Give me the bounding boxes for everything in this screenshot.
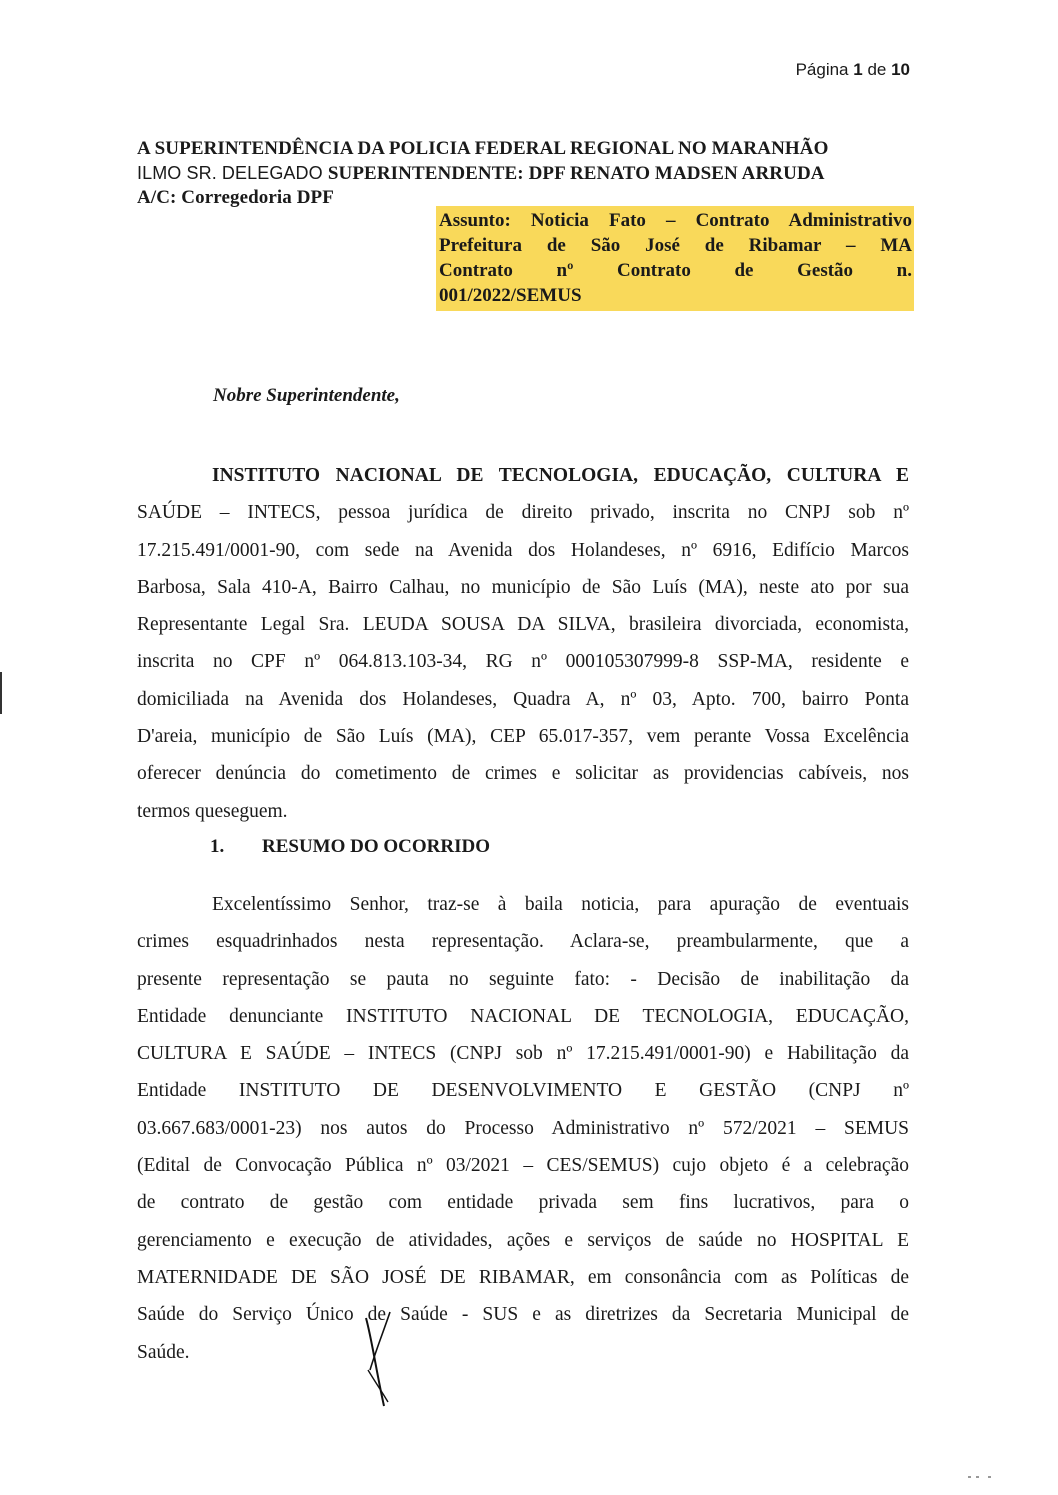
delegate-line: [137, 163, 825, 185]
paragraph-line: termos queseguem.: [137, 800, 288, 822]
scan-dots: [968, 1472, 998, 1482]
subject-line: Assunto: Noticia Fato – Contrato Administrativo: [439, 210, 912, 231]
paragraph-line: gerenciamento e execução de atividades, ações e serviços de saúde no HOSPITAL E: [137, 1229, 909, 1251]
paragraph-line: Barbosa, Sala 410-A, Bairro Calhau, no município de São Luís (MA), neste ato por sua: [137, 576, 909, 598]
paragraph-line: 03.667.683/0001-23) nos autos do Processo Administrativo nº 572/2021 – SEMUS: [137, 1117, 909, 1139]
scan-edge-mark: [0, 672, 2, 714]
paragraph-line: CULTURA E SAÚDE – INTECS (CNPJ sob nº 17.215.491/0001-90) e Habilitação da: [137, 1043, 909, 1065]
paragraph-line: domiciliada na Avenida dos Holandeses, Quadra A, nº 03, Apto. 700, bairro Ponta: [137, 688, 909, 710]
subject-line: Prefeitura de São José de Ribamar – MA: [439, 235, 912, 256]
paragraph-line: oferecer denúncia do cometimento de crimes e solicitar as providencias cabíveis, nos: [137, 763, 909, 785]
section-number: 1.: [210, 836, 225, 857]
page-number: [796, 60, 910, 80]
summary-paragraph: [137, 886, 909, 1371]
paragraph-line: Entidade denunciante INSTITUTO NACIONAL DE TECNOLOGIA, EDUCAÇÃO,: [137, 1005, 909, 1027]
addressee-line: [137, 138, 828, 160]
paragraph-line: 17.215.491/0001-90, com sede na Avenida dos Holandeses, nº 6916, Edifício Marcos: [137, 539, 909, 561]
page-number-current: 1: [853, 60, 863, 79]
paragraph-line: presente representação se pauta no seguinte fato: - Decisão de inabilitação da: [137, 968, 909, 990]
initials-signature: [362, 1310, 402, 1410]
addressee-text: A SUPERINTENDÊNCIA DA POLICIA FEDERAL REGIONAL NO MARANHÃO: [137, 138, 829, 159]
page-number-total: 10: [891, 60, 910, 79]
subject-line: 001/2022/SEMUS: [439, 285, 582, 306]
paragraph-line: crimes esquadrinhados nesta representação. Aclara-se, preambularmente, que a: [137, 931, 909, 953]
salutation: Nobre Superintendente,: [213, 385, 400, 406]
paragraph-line: Entidade INSTITUTO DE DESENVOLVIMENTO E GESTÃO (CNPJ nº: [137, 1080, 909, 1102]
section-heading: [210, 836, 490, 858]
paragraph-line: SAÚDE – INTECS, pessoa jurídica de direito privado, inscrita no CNPJ sob nº: [137, 502, 909, 524]
paragraph-line: INSTITUTO NACIONAL DE TECNOLOGIA, EDUCAÇÃO, CULTURA E: [212, 465, 909, 486]
attention-text: A/C: Corregedoria DPF: [137, 187, 334, 208]
paragraph-line: Saúde do Serviço Único de Saúde - SUS e as diretrizes da Secretaria Municipal de: [137, 1304, 909, 1326]
paragraph-line: (Edital de Convocação Pública nº 03/2021 – CES/SEMUS) cujo objeto é a celebração: [137, 1155, 909, 1177]
paragraph-line: Representante Legal Sra. LEUDA SOUSA DA SILVA, brasileira divorciada, economista,: [137, 614, 909, 636]
subject-line: Contrato nº Contrato de Gestão n.: [439, 260, 912, 281]
paragraph-line: D'areia, município de São Luís (MA), CEP 65.017-357, vem perante Vossa Excelência: [137, 726, 909, 748]
paragraph-line: Saúde.: [137, 1341, 190, 1363]
paragraph-line: MATERNIDADE DE SÃO JOSÉ DE RIBAMAR, em consonância com as Políticas de: [137, 1266, 909, 1288]
page-number-middle: de: [862, 60, 892, 79]
delegate-prefix: ILMO SR. DELEGADO: [137, 163, 328, 183]
section-title: RESUMO DO OCORRIDO: [262, 836, 491, 857]
intro-paragraph: [137, 457, 909, 830]
delegate-name: SUPERINTENDENTE: DPF RENATO MADSEN ARRUDA: [327, 163, 825, 184]
paragraph-line: Excelentíssimo Senhor, traz-se à baila noticia, para apuração de eventuais: [212, 894, 909, 915]
page-number-prefix: Página: [795, 60, 854, 79]
paragraph-line: de contrato de gestão com entidade privada sem fins lucrativos, para o: [137, 1192, 909, 1214]
attention-line: [137, 187, 334, 209]
paragraph-line: inscrita no CPF nº 064.813.103-34, RG nº 000105307999-8 SSP-MA, residente e: [137, 651, 909, 673]
subject-box: [436, 206, 914, 311]
